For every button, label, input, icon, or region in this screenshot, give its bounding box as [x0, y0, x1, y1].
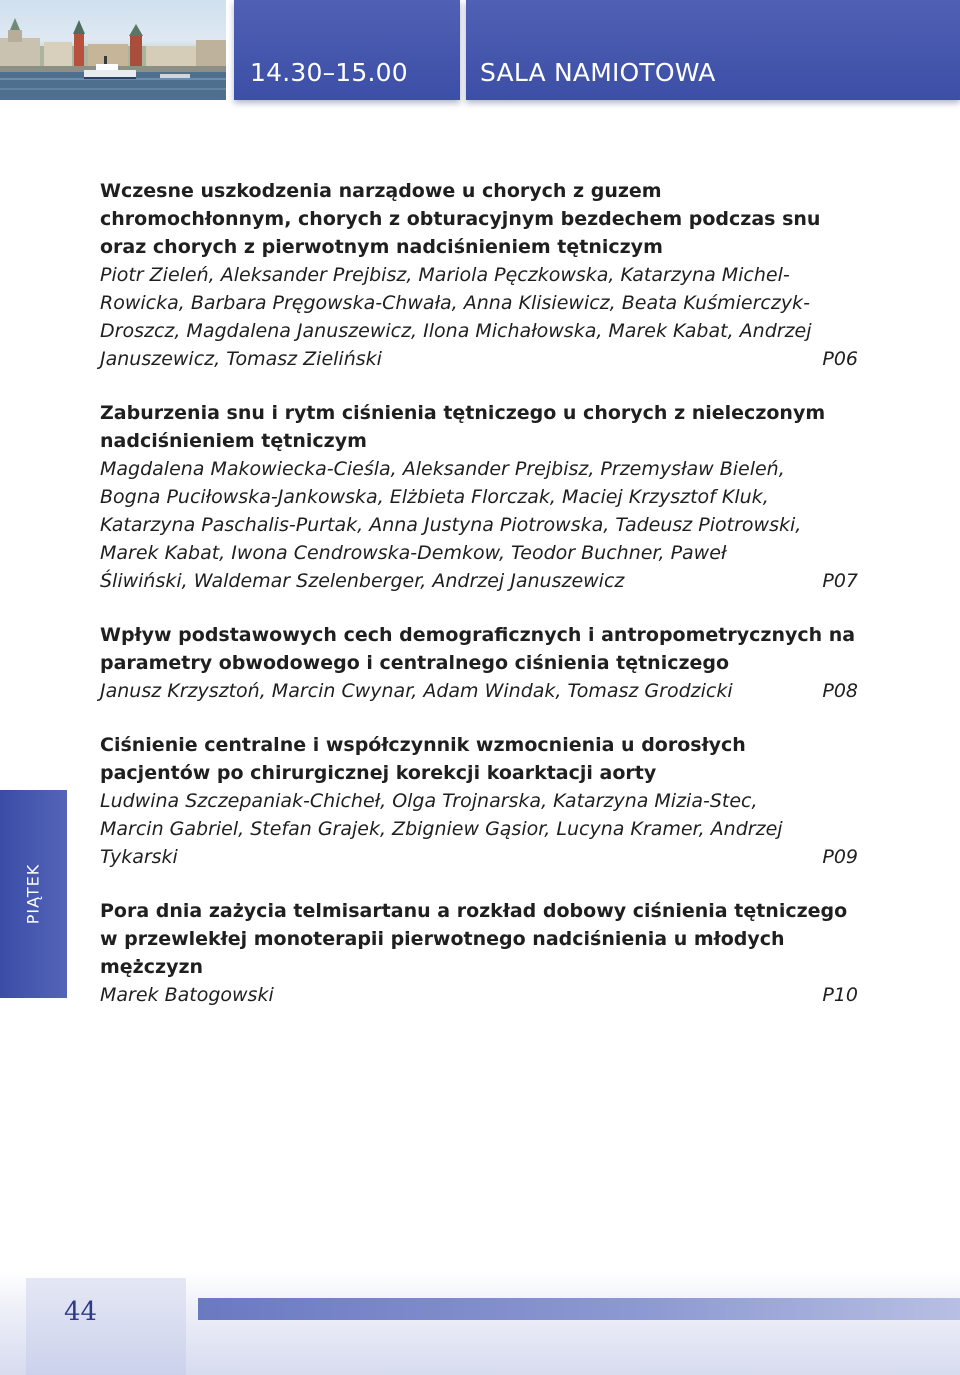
- entry-authors-row: [100, 455, 858, 595]
- program-list: [100, 177, 858, 1035]
- entry-authors-row: [100, 981, 858, 1009]
- skyline-illustration: [0, 0, 226, 100]
- entry-authors: Ludwina Szczepaniak-Chicheł, Olga Trojnarska, Katarzyna Mizia-Stec, Marcin Gabriel, Stefan Grajek, Zbigniew Gąsior, Lucyna Kramer, Andrzej Tykarski: [100, 790, 783, 868]
- page-header: [0, 0, 960, 104]
- day-label: PIĄTEK: [23, 863, 43, 925]
- entry-authors: Piotr Zieleń, Aleksander Prejbisz, Mariola Pęczkowska, Katarzyna Michel-Rowicka, Barbara Pręgowska-Chwała, Anna Klisiewicz, Beata Kuśmierczyk-Droszcz, Magdalena Januszewicz, Ilona Michałowska, Marek Kabat, Andrzej Januszewicz, Tomasz Zieliński: [100, 264, 812, 370]
- session-room: SALA NAMIOTOWA: [480, 58, 716, 87]
- program-entry: [100, 399, 858, 595]
- footer-page-tab: [26, 1278, 186, 1375]
- program-entry: [100, 177, 858, 373]
- entry-title: Wczesne uszkodzenia narządowe u chorych z guzem chromochłonnym, chorych z obturacyjnym bezdechem podczas snu oraz chorych z pierwotnym nadciśnieniem tętniczym: [100, 180, 821, 258]
- entry-authors-row: [100, 677, 858, 705]
- entry-code: P08: [822, 680, 858, 702]
- entry-code: P09: [822, 846, 858, 868]
- entry-code: P07: [822, 570, 858, 592]
- entry-title: Zaburzenia snu i rytm ciśnienia tętniczego u chorych z nieleczonym nadciśnieniem tętniczym: [100, 402, 826, 452]
- entry-title: Ciśnienie centralne i współczynnik wzmocnienia u dorosłych pacjentów po chirurgicznej korekcji koarktacji aorty: [100, 734, 746, 784]
- entry-code: P06: [822, 348, 858, 370]
- program-entry: [100, 731, 858, 871]
- entry-authors-row: [100, 261, 858, 373]
- session-time: 14.30–15.00: [250, 58, 408, 87]
- entry-authors-row: [100, 787, 858, 871]
- entry-code: P10: [822, 984, 858, 1006]
- entry-title: Pora dnia zażycia telmisartanu a rozkład dobowy ciśnienia tętniczego w przewlekłej monoterapii pierwotnego nadciśnienia u młodych mężczyzn: [100, 900, 848, 978]
- city-skyline-photo: [0, 0, 226, 100]
- page-number: 44: [64, 1297, 98, 1327]
- program-entry: [100, 897, 858, 1009]
- footer-bar: [198, 1298, 960, 1320]
- program-entry: [100, 621, 858, 705]
- entry-title: Wpływ podstawowych cech demograficznych i antropometrycznych na parametry obwodowego i centralnego ciśnienia tętniczego: [100, 624, 856, 674]
- entry-authors: Janusz Krzysztoń, Marcin Cwynar, Adam Windak, Tomasz Grodzicki: [100, 680, 733, 702]
- entry-authors: Magdalena Makowiecka-Cieśla, Aleksander Prejbisz, Przemysław Bieleń, Bogna Puciłowska-Jankowska, Elżbieta Florczak, Maciej Krzysztof Kluk, Katarzyna Paschalis-Purtak, Anna Justyna Piotrowska, Tadeusz Piotrowski, Marek Kabat, Iwona Cendrowska-Demkow, Teodor Buchner, Paweł Śliwiński, Waldemar Szelenberger, Andrzej Januszewicz: [100, 458, 802, 592]
- entry-authors: Marek Batogowski: [100, 984, 274, 1006]
